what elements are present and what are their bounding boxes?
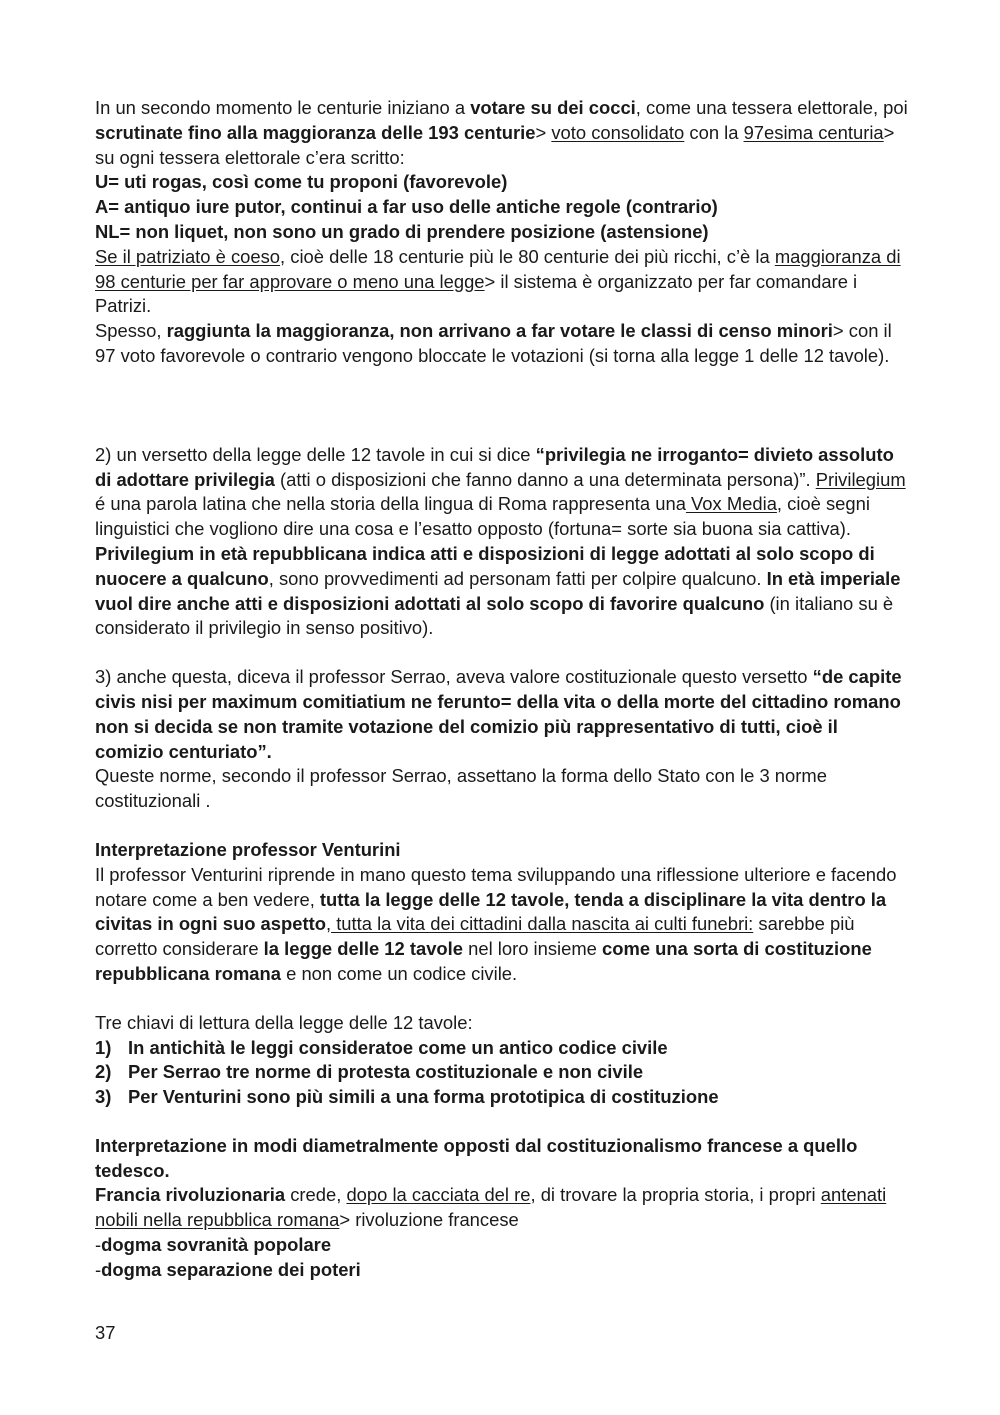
- text-run: e non come un codice civile.: [281, 962, 518, 984]
- vertical-spacer: [95, 641, 910, 665]
- text-run: , di trovare la propria storia, i propri: [530, 1184, 821, 1206]
- bold-run: scrutinate fino alla maggioranza delle 193 centurie: [95, 121, 536, 143]
- vertical-spacer: [95, 987, 910, 1011]
- text-run: , come una tessera elettorale, poi: [635, 97, 908, 118]
- underlined-run: antenati nobili nella repubblica romana: [95, 1184, 887, 1231]
- paragraph-patriziato: [95, 245, 910, 319]
- text-run: , cioè segni linguistici che vogliono dire una cosa e l’esatto opposto (fortuna= sorte sia buona sia cattiva).: [95, 493, 870, 540]
- keys-intro: Tre chiavi di lettura della legge delle 12 tavole:: [95, 1011, 473, 1033]
- document-page: [95, 96, 910, 1283]
- text-run: , cioè delle 18 centurie più le 80 centurie dei più ricchi, c’è la: [280, 245, 775, 267]
- text-run: crede,: [285, 1184, 347, 1206]
- text-run: > con il 97 voto favorevole o contrario vengono bloccate le votazioni (si torna alla legge 1 delle 12 tavole).: [95, 320, 892, 366]
- list-text: Per Serrao tre norme di protesta costituzionale e non civile: [128, 1061, 644, 1083]
- underlined-run: voto consolidato: [551, 121, 685, 143]
- paragraph-centurie-vote: [95, 96, 910, 170]
- text-run: >: [535, 121, 552, 143]
- text-run: 2) un versetto della legge delle 12 tavole in cui si dice: [95, 443, 536, 465]
- keys-list: [95, 1036, 910, 1110]
- text-run: ,: [325, 913, 332, 935]
- bold-run: In età imperiale vuol dire anche atti e disposizioni adottati al solo scopo di favorire qualcuno: [95, 567, 901, 614]
- text-run: 3) anche questa, diceva il professor Serrao, aveva valore costituzionale questo versetto: [95, 666, 813, 688]
- text-run: > su ogni tessera elettorale c’era scritto:: [95, 121, 895, 168]
- list-text: In antichità le leggi consideratoe come un antico codice civile: [128, 1036, 668, 1058]
- paragraph-maggioranza: [95, 319, 910, 369]
- dogma-item: -dogma sovranità popolare: [95, 1234, 332, 1256]
- text-run: é una parola latina che nella storia della lingua di Roma rappresenta una: [95, 493, 686, 515]
- text-run: (atti o disposizioni che fanno danno a una determinata persona)”.: [274, 468, 816, 490]
- bold-run: Privilegium in età repubblicana indica atti e disposizioni di legge adottati al solo scopo di nuocere a qualcuno: [95, 542, 875, 589]
- paragraph-francia: [95, 1183, 910, 1233]
- text-run: sarebbe più corretto considerare: [95, 913, 855, 960]
- list-item: [95, 1085, 910, 1110]
- underlined-run: Vox Media: [685, 493, 777, 515]
- list-number: 1): [95, 1036, 112, 1058]
- bold-run: votare su dei cocci: [470, 97, 636, 118]
- vertical-spacer: [95, 814, 910, 838]
- list-number: 2): [95, 1061, 112, 1083]
- vertical-spacer: [95, 1110, 910, 1134]
- underlined-run: maggioranza di 98 centurie per far approvare o meno una legge: [95, 245, 901, 292]
- bold-run: come una sorta di costituzione repubblicana romana: [95, 938, 872, 984]
- list-item: [95, 1060, 910, 1085]
- underlined-run: tutta la vita dei cittadini dalla nascita ai culti funebri:: [331, 913, 754, 935]
- list-number: 3): [95, 1086, 112, 1108]
- text-run: , sono provvedimenti ad personam fatti per colpire qualcuno.: [268, 567, 767, 589]
- text-run: nel loro insieme: [463, 938, 603, 960]
- text-run: (in italiano su è considerato il privilegio in senso positivo).: [95, 592, 894, 639]
- bold-run: “privilegia ne irroganto= divieto assoluto di adottare privilegia: [95, 443, 894, 490]
- heading-venturini: Interpretazione professor Venturini: [95, 838, 401, 860]
- list-item: [95, 1036, 910, 1061]
- underlined-run: Se il patriziato è coeso: [95, 245, 281, 267]
- vertical-spacer: [95, 369, 910, 443]
- paragraph-venturini: [95, 863, 910, 987]
- underlined-run: 97esima centuria: [743, 121, 884, 143]
- underlined-run: dopo la cacciata del re: [346, 1184, 531, 1206]
- vote-option-u: U= uti rogas, così come tu proponi (favorevole): [95, 171, 508, 193]
- text-run: > il sistema è organizzato per far comandare i Patrizi.: [95, 270, 858, 317]
- heading-costituzionalismo: Interpretazione in modi diametralmente opposti dal costituzionalismo francese a quello tedesco.: [95, 1134, 858, 1181]
- text-run: con la: [684, 121, 744, 143]
- text-run: Il professor Venturini riprende in mano questo tema sviluppando una riflessione ulteriore e facendo notare come a ben vedere,: [95, 863, 897, 910]
- text-run: > rivoluzione francese: [339, 1209, 519, 1231]
- paragraph-privilegia: [95, 443, 910, 641]
- bold-run: tutta la legge delle 12 tavole, tenda a disciplinare la vita dentro la civitas in ogni suo aspetto: [95, 888, 887, 935]
- vote-option-a: A= antiquo iure putor, continui a far uso delle antiche regole (contrario): [95, 196, 718, 218]
- text-run: Spesso,: [95, 320, 167, 342]
- paragraph-norme-serrao: Queste norme, secondo il professor Serrao, assettano la forma dello Stato con le 3 norme costituzionali .: [95, 765, 827, 812]
- bold-run: la legge delle 12 tavole: [263, 938, 463, 960]
- bold-run: Francia rivoluzionaria: [95, 1184, 286, 1206]
- bold-run: “de capite civis nisi per maximum comitiatium ne ferunto= della vita o della morte del cittadino romano non si decida se non tramite votazione del comizio più rappresentativo di tutti, cioè il comizio centuriato”.: [95, 666, 902, 762]
- page-number: 37: [95, 1322, 116, 1343]
- bold-run: raggiunta la maggioranza, non arrivano a far votare le classi di censo minori: [166, 320, 833, 342]
- underlined-run: Privilegium: [815, 468, 906, 490]
- vote-option-nl: NL= non liquet, non sono un grado di prendere posizione (astensione): [95, 220, 709, 242]
- dogma-item: -dogma separazione dei poteri: [95, 1258, 361, 1280]
- list-text: Per Venturini sono più simili a una forma prototipica di costituzione: [128, 1086, 719, 1108]
- paragraph-de-capite-civis: [95, 665, 910, 764]
- text-run: In un secondo momento le centurie iniziano a: [95, 97, 471, 118]
